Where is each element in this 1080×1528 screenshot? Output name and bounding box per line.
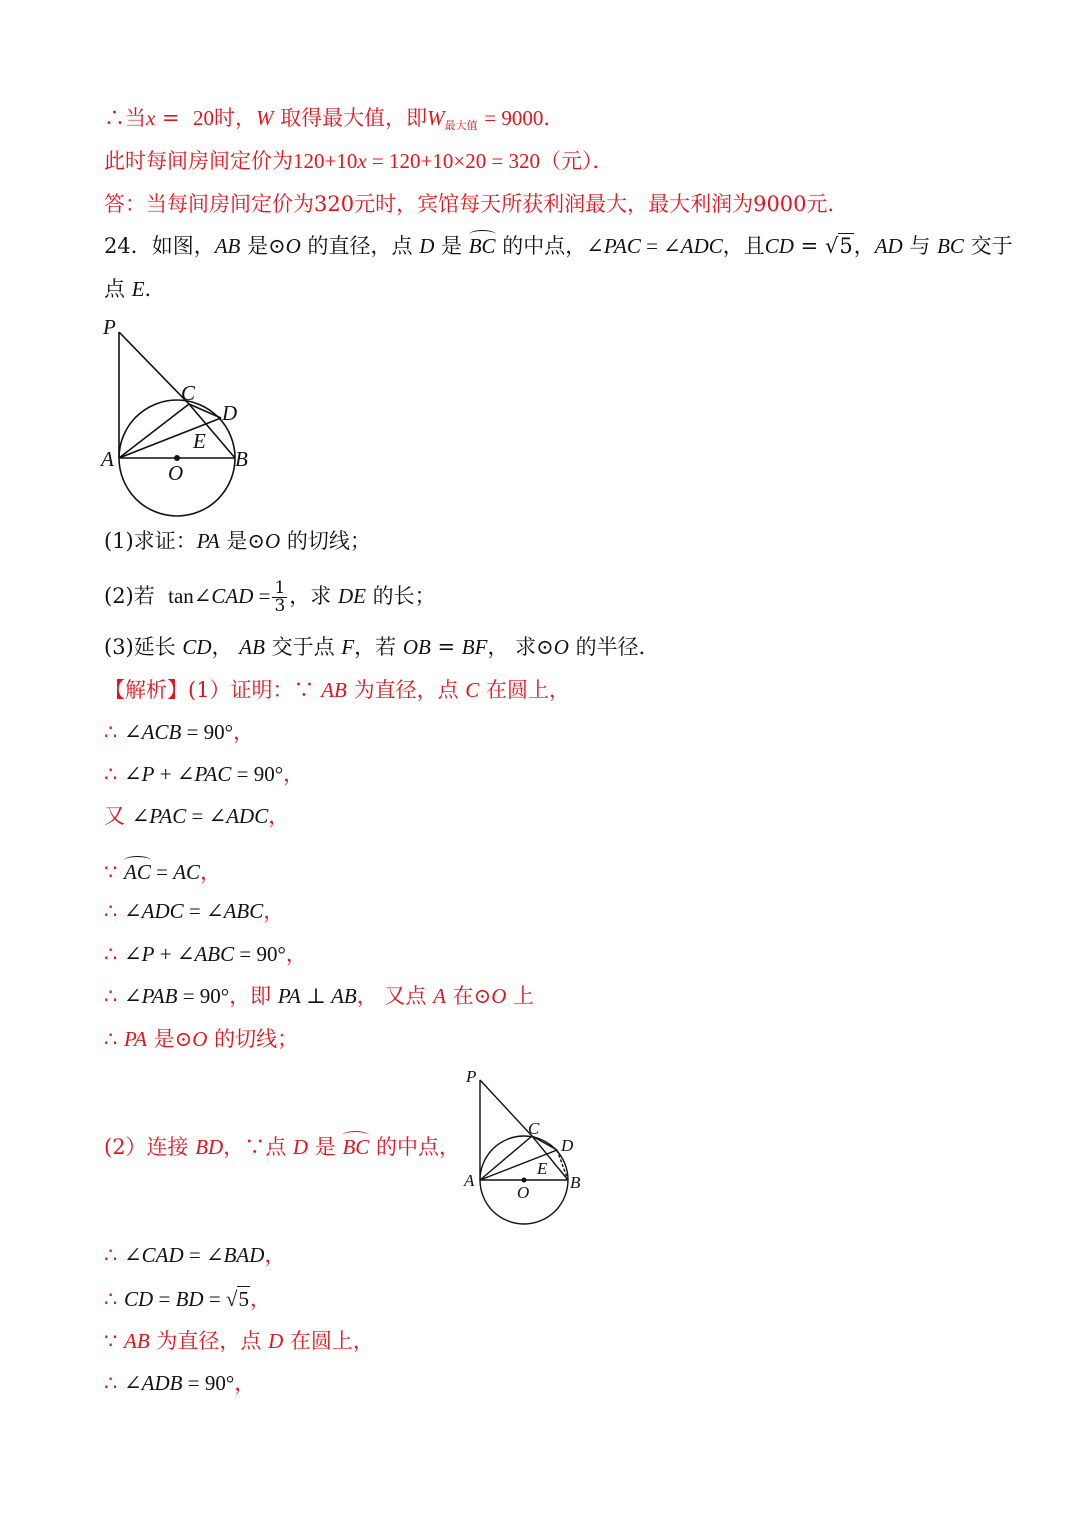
answer-line-1: ∴当x = 20时，W 取得最大值，即$W_{最大值} = 9000$．: [104, 106, 565, 132]
question-24-line-2: 点 E.: [104, 277, 152, 301]
subquestion-2: (2)若 tan∠CAD = $\frac{1}{3}$ ，求 DE 的长；: [104, 578, 436, 616]
solution-line-12: ∴ CD = BD = √5，: [104, 1287, 271, 1311]
solution-line-8: ∴ ∠PAB = 90°，即 PA ⊥ AB， 又点 A 在⊙O 上: [104, 984, 535, 1008]
solution-line-14: ∴ ∠ADB = 90°，: [104, 1371, 256, 1395]
label-c: C: [181, 381, 196, 405]
geometry-figure-2: [460, 1064, 590, 1230]
label-e-2: E: [537, 1159, 548, 1178]
label-o: O: [168, 461, 184, 485]
solution-line-3: ∴ ∠P + ∠PAC = 90°，: [104, 762, 305, 786]
solution-line-11: ∴ ∠CAD = ∠BAD，: [104, 1243, 286, 1267]
question-24-line-1: 24．如图，AB 是⊙O 的直径，点 D 是 BC 的中点，∠PAC = ∠ADC，且CD = √5，AD 与 BC 交于: [104, 234, 1013, 258]
label-b-2: B: [570, 1173, 581, 1192]
solution-line-10: (2）连接 BD，∵点 D 是 BC 的中点，: [104, 1135, 460, 1159]
solution-line-2: ∴ ∠ACB = 90°，: [104, 720, 255, 744]
answer-line-2: 此时每间房间定价为120+10x = 120+10×20 = 320（元）．: [104, 149, 614, 173]
subquestion-3: (3)延长 CD， AB 交于点 F，若 OB = BF， 求⊙O 的半径．: [104, 635, 660, 659]
solution-line-4: 又 ∠PAC = ∠ADC，: [104, 804, 290, 828]
geometry-figure-1: [95, 312, 265, 520]
label-p: P: [103, 315, 116, 339]
solution-line-13: ∵ AB 为直径，点 D 在圆上，: [104, 1329, 374, 1353]
solution-line-1: 【解析】(1）证明：∵ AB 为直径，点 C 在圆上，: [104, 678, 570, 702]
label-b: B: [235, 447, 248, 471]
label-e: E: [193, 429, 206, 453]
label-p-2: P: [466, 1067, 477, 1086]
answer-line-3: 答：当每间房间定价为320元时，宾馆每天所获利润最大，最大利润为9000元．: [104, 192, 849, 216]
label-d: D: [222, 401, 238, 425]
solution-line-7: ∴ ∠P + ∠ABC = 90°，: [104, 942, 307, 966]
solution-line-6: ∴ ∠ADC = ∠ABC，: [104, 899, 285, 923]
label-d-2: D: [561, 1136, 574, 1155]
label-c-2: C: [528, 1119, 540, 1138]
label-a-2: A: [464, 1171, 475, 1190]
label-o-2: O: [517, 1183, 530, 1202]
solution-line-9: ∴ PA 是⊙O 的切线；: [104, 1027, 299, 1051]
solution-line-5: ∵ AC = AC，: [104, 860, 222, 884]
label-a: A: [101, 447, 114, 471]
subquestion-1: (1)求证：PA 是⊙O 的切线；: [104, 529, 371, 553]
